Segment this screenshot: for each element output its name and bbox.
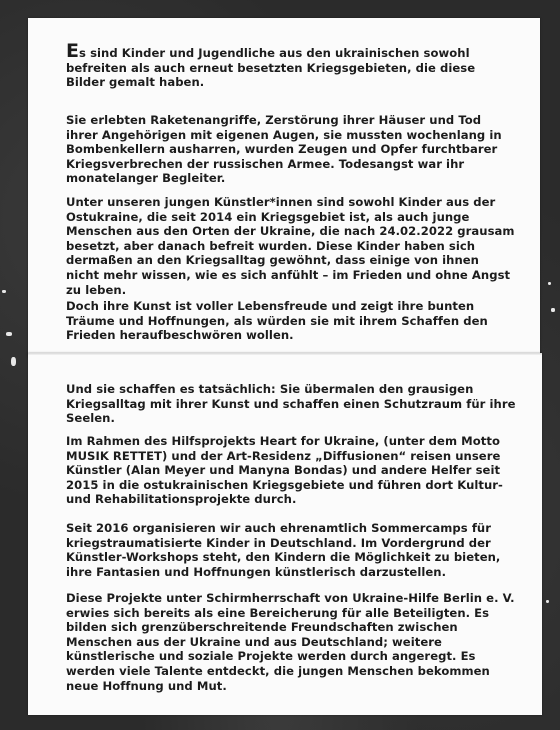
wall-speck [548, 282, 551, 285]
paragraph-experiences [66, 113, 516, 186]
paragraph-text: Sie erlebten Raketenangriffe, Zerstörung ihrer Häuser und Tod ihrer Angehörigen mit eigenen Augen, sie mussten wochenlang in Bombenkellern ausharren, wurden Zeugen und Opfer furchtbarer Kriegsverbrechen der russischen Armee. Todesangst war ihr monatelanger Begleiter. [66, 113, 502, 186]
paragraph-text: Doch ihre Kunst ist voller Lebensfreude und zeigt ihre bunten Träume und Hoffnungen, als würden sie mit ihrem Schaffen den Frieden heraufbeschwören wollen. [66, 299, 488, 343]
paragraph-text: s sind Kinder und Jugendliche aus den ukrainischen sowohl befreiten als auch erneut besetzten Kriegsgebieten, die diese Bilder gemalt haben. [66, 46, 476, 90]
wall-speck [546, 600, 549, 603]
paragraph-text: Unter unseren jungen Künstler*innen sind sowohl Kinder aus der Ostukraine, die seit 2014 ein Kriegsgebiet ist, als auch junge Menschen aus den Orten der Ukraine, die nach 24.02.2022 grausam besetzt, aber danach befreit wurden. Diese Kinder haben sich dermaßen an den Kriegsalltag gewöhnt, dass einige von ihnen nicht mehr wissen, wie es sich anfühlt – im Frieden und ohne Angst zu leben. [66, 195, 515, 297]
wall-speck [11, 357, 16, 366]
paragraph-heart-for-ukraine [66, 434, 516, 507]
paragraph-intro [66, 40, 516, 90]
paragraph-text: Und sie schaffen es tatsächlich: Sie übermalen den grausigen Kriegsalltag mit ihrer Kunst und schaffen einen Schutzraum für ihre Seelen. [66, 382, 516, 426]
paragraph-text: Im Rahmen des Hilfsprojekts Heart for Ukraine, (unter dem Motto MUSIK RETTET) und der Art-Residenz „Diffusionen“ reisen unsere Künstler (Alan Meyer und Manyna Bondas) und andere Helfer seit 2015 in die ostukrainischen Kriegsgebiete und führen dort Kultur- und Rehabilitationsprojekte durch. [66, 434, 503, 507]
paragraph-summer-camps [66, 521, 516, 579]
paragraph-art-joy [66, 299, 516, 343]
paper-fold-line [28, 353, 542, 355]
wall-speck [551, 308, 555, 312]
paragraph-overpaint [66, 382, 516, 426]
paragraph-young-artists [66, 195, 516, 297]
paragraph-text: Seit 2016 organisieren wir auch ehrenamtlich Sommercamps für kriegstraumatisierte Kinder in Deutschland. Im Vordergrund der Künstler-Workshops steht, den Kindern die Möglichkeit zu bieten, ihre Fantasien und Hoffnungen künstlerisch darzustellen. [66, 521, 501, 579]
wall-speck [2, 290, 6, 293]
paragraph-patronage [66, 591, 516, 693]
paragraph-text: Diese Projekte unter Schirmherrschaft von Ukraine-Hilfe Berlin e. V. erwies sich bereits als eine Bereicherung für alle Beteiligten. Es bilden sich grenzüberschreitende Freundschaften zwischen Menschen aus der Ukraine und aus Deutschland; weitere künstlerische und soziale Projekte werden durch angeregt. Es werden viele Talente entdeckt, die jungen Menschen bekommen neue Hoffnung und Mut. [66, 591, 515, 693]
dropcap-letter: E [66, 40, 80, 62]
wall-speck [6, 332, 12, 336]
